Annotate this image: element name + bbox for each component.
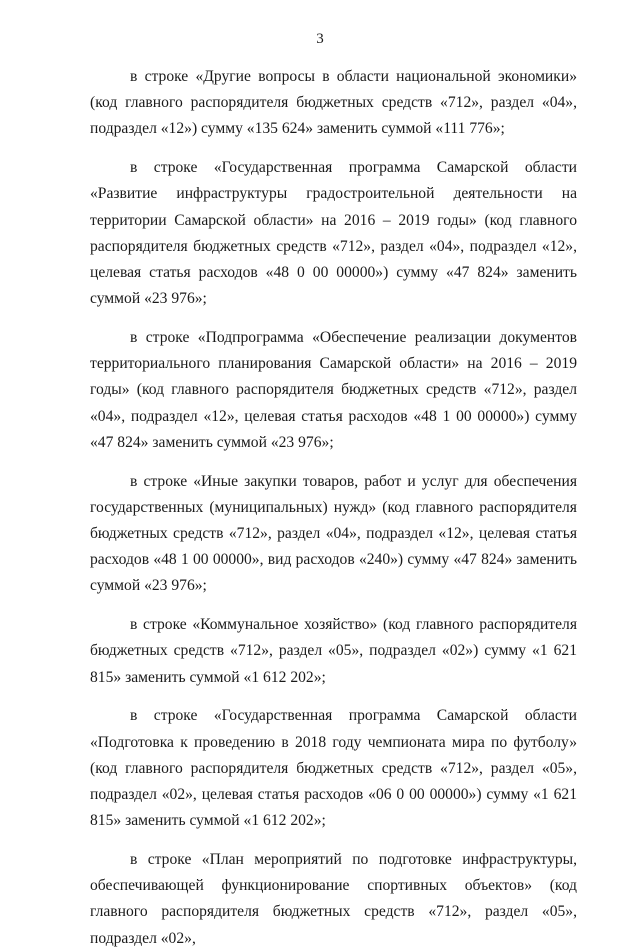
paragraph: в строке «Государственная программа Самарской области «Подготовка к проведению в 2018 году чемпионата мира по футболу» (код главного распорядителя бюджетных средств «712», раздел «05», подраздел «02», целевая статья расходов «06 0 00 00000») сумму «1 621 815» заменить суммой «1 612 202»;: [90, 707, 577, 830]
paragraph: в строке «Государственная программа Самарской области «Развитие инфраструктуры градостроительной деятельности на территории Самарской области» на 2016 – 2019 годы» (код главного распорядителя бюджетных средств «712», раздел «04», подраздел «12», целевая статья расходов «48 0 00 00000») сумму «47 824» заменить суммой «23 976»;: [90, 159, 577, 308]
paragraph: в строке «Коммунальное хозяйство» (код главного распорядителя бюджетных средств «712», раздел «05», подраздел «02») сумму «1 621 815» заменить суммой «1 612 202»;: [90, 616, 577, 686]
paragraph: в строке «Подпрограмма «Обеспечение реализации документов территориального планирования Самарской области» на 2016 – 2019 годы» (код главного распорядителя бюджетных средств «712», раздел «04», подраздел «12», целевая статья расходов «48 1 00 00000») сумму «47 824» заменить суммой «23 976»;: [90, 329, 577, 451]
page-number: 3: [316, 31, 324, 47]
document-body: [90, 64, 577, 952]
paragraph: в строке «Иные закупки товаров, работ и услуг для обеспечения государственных (муниципальных) нужд» (код главного распорядителя бюджетных средств «712», раздел «04», подраздел «12», целевая статья расходов «48 1 00 00000», вид расходов «240») сумму «47 824» заменить суммой «23 976»;: [90, 472, 577, 595]
paragraph: в строке «Другие вопросы в области национальной экономики» (код главного распорядителя бюджетных средств «712», раздел «04», подраздел «12») сумму «135 624» заменить суммой «111 776»;: [90, 68, 577, 138]
paragraph: в строке «План мероприятий по подготовке инфраструктуры, обеспечивающей функционирование спортивных объектов» (код главного распорядителя бюджетных средств «712», раздел «05», подраздел «02»,: [90, 851, 577, 947]
